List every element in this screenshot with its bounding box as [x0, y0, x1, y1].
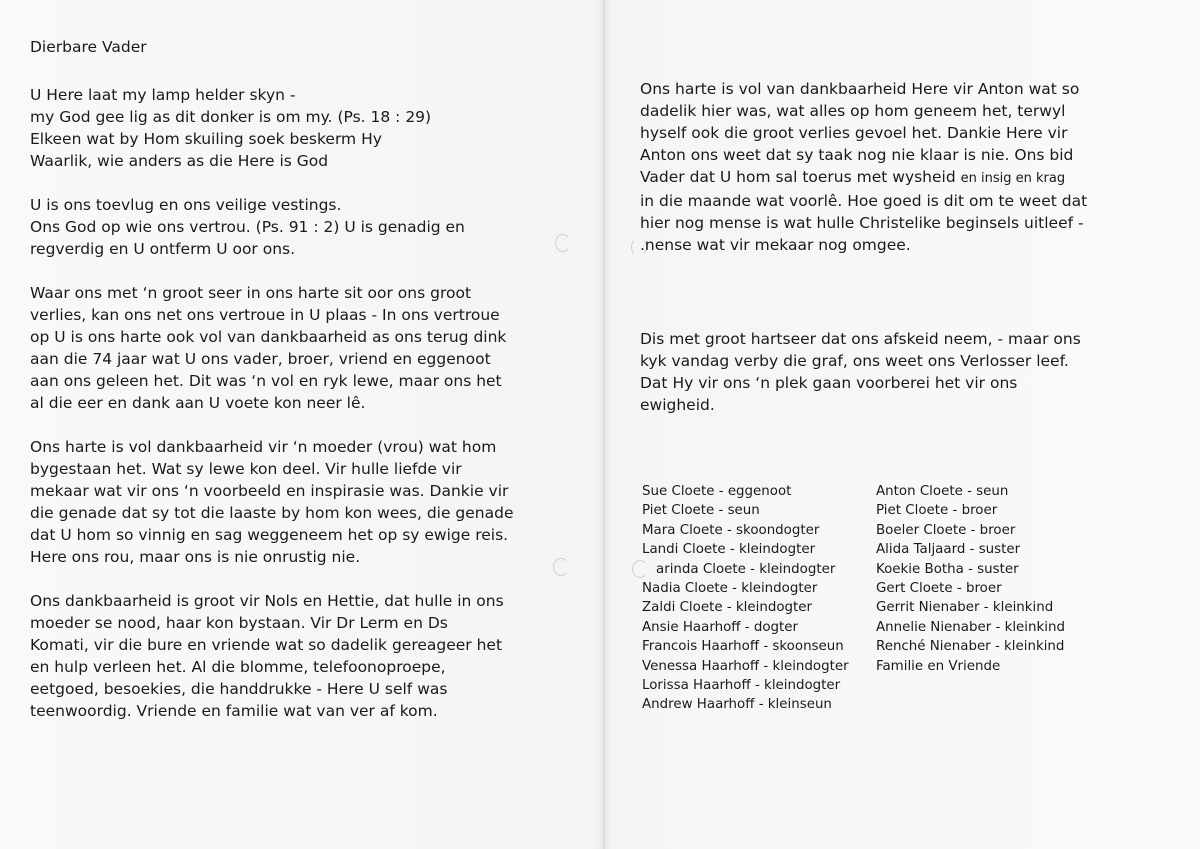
paragraph-loss	[30, 282, 590, 414]
text-line: in die maande wat voorlê. Hoe goed is dit om te weet dat	[640, 192, 1088, 210]
right-page	[640, 78, 1180, 438]
family-member: Familie en Vriende	[876, 658, 1001, 674]
family-member: Boeler Cloete - broer	[876, 522, 1016, 538]
text-line: die genade dat sy tot die laaste by hom kon wees, die genade	[30, 504, 514, 522]
family-column-1	[642, 482, 876, 715]
handwritten-insert: en insig en krag	[960, 171, 1066, 186]
text-line: eetgoed, besoekies, die handdrukke - Here U self was	[30, 680, 448, 698]
text-line: bygestaan het. Wat sy lewe kon deel. Vir hulle liefde vir	[30, 460, 462, 478]
family-member: Francois Haarhoff - skoonseun	[642, 639, 844, 655]
paragraph-gratitude	[30, 590, 590, 722]
family-member: Venessa Haarhoff - kleindogter	[642, 658, 849, 674]
spacer	[640, 278, 1180, 328]
paragraph-mother	[30, 436, 590, 568]
text-line: verlies, kan ons net ons vertroue in U plaas - In ons vertroue	[30, 306, 500, 324]
text-line: al die eer en dank aan U voete kon neer lê.	[30, 394, 366, 412]
text-line: Ons dankbaarheid is groot vir Nols en Hettie, dat hulle in ons	[30, 592, 504, 610]
text-line: Here ons rou, maar ons is nie onrustig nie.	[30, 548, 361, 566]
text-line: Anton ons weet dat sy taak nog nie klaar is nie. Ons bid	[640, 146, 1074, 164]
text-line: hier nog mense is wat hulle Christelike beginsels uitleef -	[640, 214, 1084, 232]
family-member: Piet Cloete - broer	[876, 503, 998, 519]
family-member: Annelie Nienaber - kleinkind	[876, 619, 1065, 635]
text-line: Dat Hy vir ons ‘n plek gaan voorberei het vir ons	[640, 374, 1018, 392]
text-line: U is ons toevlug en ons veilige vestings.	[30, 196, 342, 214]
family-member: Anton Cloete - seun	[876, 484, 1009, 499]
family-member: Piet Cloete - seun	[642, 503, 760, 519]
family-member: Gerrit Nienaber - kleinkind	[876, 600, 1054, 616]
text-line: kyk vandag verby die graf, ons weet ons Verlosser leef.	[640, 352, 1069, 370]
text-line: dadelik hier was, wat alles op hom geneem het, terwyl	[640, 102, 1066, 120]
text-line: Dis met groot hartseer dat ons afskeid neem, - maar ons	[640, 330, 1081, 348]
family-member: Nadia Cloete - kleindogter	[642, 581, 818, 597]
text-line: aan ons geleen het. Dit was ‘n vol en ryk lewe, maar ons het	[30, 372, 502, 390]
salutation: Dierbare Vader	[30, 38, 147, 56]
family-member: arinda Cloete - kleindogter	[656, 561, 836, 577]
text-line: en hulp verleen het. Al die blomme, telefoonoproepe,	[30, 658, 446, 676]
family-member: Gert Cloete - broer	[876, 581, 1002, 597]
family-member: Koekie Botha - suster	[876, 561, 1019, 577]
paragraph-farewell	[640, 328, 1180, 416]
text-line: aan die 74 jaar wat U ons vader, broer, vriend en eggenoot	[30, 350, 491, 368]
paragraph-refuge	[30, 194, 590, 260]
text-run: Vader dat U hom sal toerus met wysheid	[640, 168, 961, 186]
family-member: Sue Cloete - eggenoot	[642, 484, 792, 499]
family-column-2	[876, 482, 1065, 715]
text-line: Ons God op wie ons vertrou. (Ps. 91 : 2) U is genadig en	[30, 218, 465, 236]
text-line: teenwoordig. Vriende en familie wat van ver af kom.	[30, 702, 438, 720]
text-line: moeder se nood, haar kon bystaan. Vir Dr Lerm en Ds	[30, 614, 448, 632]
family-member: Mara Cloete - skoondogter	[642, 522, 820, 538]
paragraph-prayer	[30, 84, 590, 172]
paragraph-anton	[640, 78, 1180, 256]
family-member: Lorissa Haarhoff - kleindogter	[642, 678, 841, 694]
family-member: Zaldi Cloete - kleindogter	[642, 600, 813, 616]
center-fold	[603, 0, 605, 849]
family-member: Alida Taljaard - suster	[876, 542, 1021, 558]
text-line: my God gee lig as dit donker is om my. (Ps. 18 : 29)	[30, 108, 432, 126]
text-line: U Here laat my lamp helder skyn -	[30, 86, 296, 104]
text-line: op U is ons harte ook vol van dankbaarheid as ons terug dink	[30, 328, 507, 346]
text-line: mekaar wat vir ons ‘n voorbeeld en inspirasie was. Dankie vir	[30, 482, 509, 500]
text-line: Ons harte is vol dankbaarheid vir ‘n moeder (vrou) wat hom	[30, 438, 497, 456]
text-line: Waar ons met ‘n groot seer in ons harte sit oor ons groot	[30, 284, 472, 302]
text-line: Waarlik, wie anders as die Here is God	[30, 152, 329, 170]
family-member: Landi Cloete - kleindogter	[642, 542, 816, 558]
text-line: .nense wat vir mekaar nog omgee.	[640, 236, 911, 254]
text-line: ewigheid.	[640, 396, 715, 414]
family-member: Andrew Haarhoff - kleinseun	[642, 697, 832, 713]
text-line: Elkeen wat by Hom skuiling soek beskerm Hy	[30, 130, 382, 148]
left-page	[30, 36, 590, 744]
text-line: Ons harte is vol van dankbaarheid Here vir Anton wat so	[640, 80, 1080, 98]
family-member: Ansie Haarhoff - dogter	[642, 619, 799, 635]
text-line: dat U hom so vinnig en sag weggeneem het op sy ewige reis.	[30, 526, 509, 544]
text-line: Komati, vir die bure en vriende wat so dadelik gereageer het	[30, 636, 503, 654]
text-line: regverdig en U ontferm U oor ons.	[30, 240, 296, 258]
text-line: hyself ook die groot verlies gevoel het. Dankie Here vir	[640, 124, 1068, 142]
family-list	[642, 482, 1102, 715]
text-line	[640, 166, 1180, 190]
family-member: Renché Nienaber - kleinkind	[876, 639, 1065, 655]
